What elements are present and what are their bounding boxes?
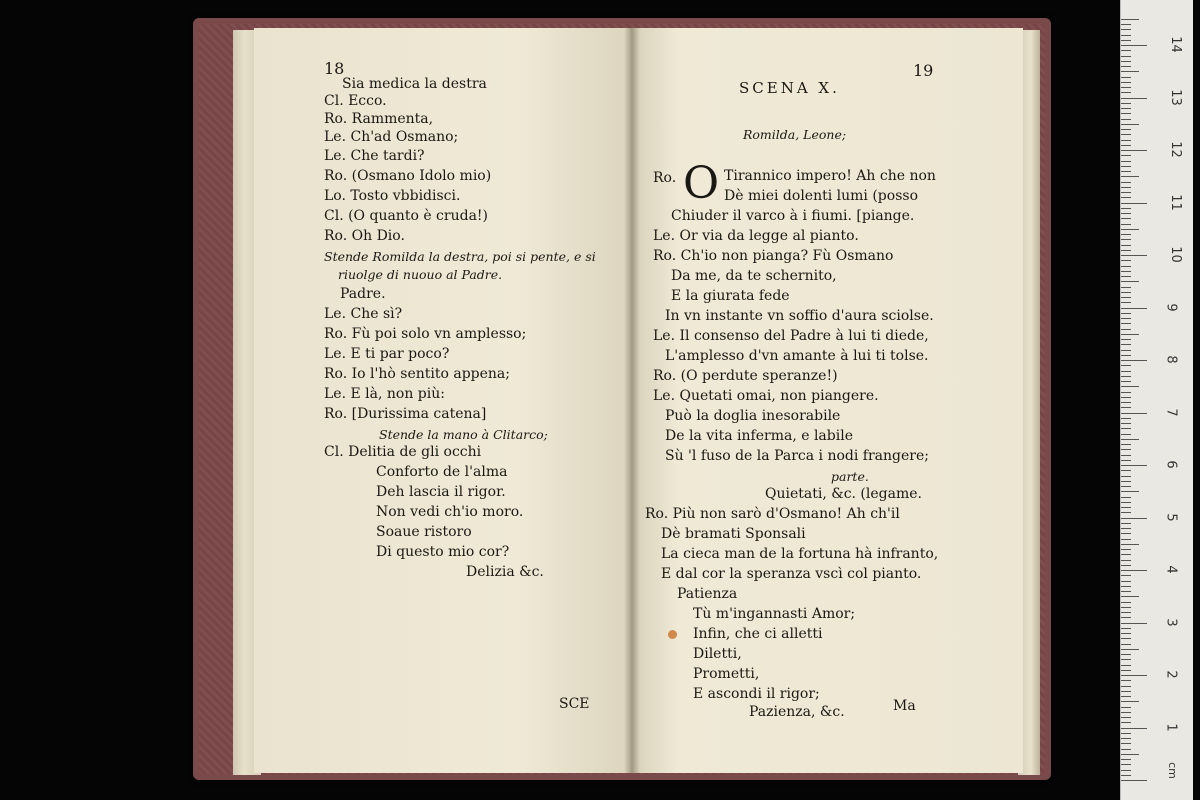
ruler-tick bbox=[1121, 166, 1131, 167]
ruler-tick bbox=[1121, 439, 1139, 440]
ruler-tick bbox=[1121, 612, 1131, 613]
text-line: Quietati, &c. (legame. bbox=[765, 486, 922, 502]
ruler-tick bbox=[1121, 129, 1131, 130]
ruler-tick bbox=[1121, 334, 1139, 335]
text-line: E la giurata fede bbox=[671, 288, 790, 304]
text-line: Le. Or via da legge al pianto. bbox=[653, 228, 859, 244]
ruler-tick bbox=[1121, 549, 1131, 550]
ruler-tick bbox=[1121, 29, 1131, 30]
ruler-tick bbox=[1121, 108, 1131, 109]
ruler-tick bbox=[1121, 145, 1131, 146]
text-line: Non vedi ch'io moro. bbox=[376, 504, 524, 520]
text-line: Le. E ti par poco? bbox=[324, 346, 450, 362]
text-line: Ro. (O perdute speranze!) bbox=[653, 368, 838, 384]
ruler-tick bbox=[1121, 402, 1131, 403]
ruler-tick bbox=[1121, 470, 1131, 471]
text-line: Lo. Tosto vbbidisci. bbox=[324, 188, 461, 204]
text-line: E ascondi il rigor; bbox=[693, 686, 820, 702]
text-line: Dè miei dolenti lumi (posso bbox=[724, 188, 918, 204]
text-line: Diletti, bbox=[693, 646, 742, 662]
ruler-tick bbox=[1121, 707, 1131, 708]
ruler-tick bbox=[1121, 292, 1131, 293]
text-line: Cl. (O quanto è cruda!) bbox=[324, 208, 489, 224]
text-line: Ro. Io l'hò sentito appena; bbox=[324, 366, 510, 382]
ruler-tick bbox=[1121, 633, 1131, 634]
ruler-number: 7 bbox=[1163, 407, 1179, 417]
text-line: In vn instante vn soffio d'aura sciolse. bbox=[665, 308, 934, 324]
text-line: Prometti, bbox=[693, 666, 760, 682]
ruler-tick bbox=[1121, 61, 1131, 62]
text-line: Da me, da te schernito, bbox=[671, 268, 837, 284]
stage-direction: Stende Romilda la destra, poi si pente, e si bbox=[324, 249, 596, 264]
ruler-tick bbox=[1121, 224, 1131, 225]
ruler-tick bbox=[1121, 318, 1131, 319]
ruler-tick bbox=[1121, 554, 1131, 555]
ruler-tick bbox=[1121, 339, 1131, 340]
right-page bbox=[631, 28, 1023, 773]
ruler-tick bbox=[1121, 82, 1131, 83]
ruler-tick bbox=[1121, 35, 1131, 36]
ruler-tick bbox=[1121, 229, 1139, 230]
ruler-tick bbox=[1121, 607, 1131, 608]
text-line: Ro. Ch'io non pianga? Fù Osmano bbox=[653, 248, 894, 264]
ruler-tick bbox=[1121, 628, 1131, 629]
stage-direction: Stende la mano à Clitarco; bbox=[379, 427, 548, 442]
ruler-tick bbox=[1121, 355, 1131, 356]
ruler-tick bbox=[1121, 192, 1131, 193]
ruler-tick bbox=[1121, 187, 1131, 188]
ruler-tick bbox=[1121, 434, 1131, 435]
ruler-tick bbox=[1121, 344, 1131, 345]
ruler-tick bbox=[1121, 465, 1147, 466]
ruler-tick bbox=[1121, 591, 1131, 592]
ruler-tick bbox=[1121, 738, 1131, 739]
ruler-tick bbox=[1121, 512, 1131, 513]
ruler-tick bbox=[1121, 728, 1147, 729]
text-line: Ro. Oh Dio. bbox=[324, 228, 405, 244]
ruler-number: 9 bbox=[1163, 302, 1179, 312]
text-line: Le. Quetati omai, non piangere. bbox=[653, 388, 879, 404]
ruler-tick bbox=[1121, 140, 1131, 141]
ruler-tick bbox=[1121, 308, 1147, 309]
ruler-tick bbox=[1121, 124, 1139, 125]
ruler-tick bbox=[1121, 491, 1139, 492]
text-line: Infin, che ci alletti bbox=[693, 626, 823, 642]
ruler-tick bbox=[1121, 497, 1131, 498]
text-line: Sù 'l fuso de la Parca i nodi frangere; bbox=[665, 448, 929, 464]
ruler-tick bbox=[1121, 560, 1131, 561]
page-number-right: 19 bbox=[913, 61, 934, 80]
ruler-tick bbox=[1121, 638, 1131, 639]
ruler-tick bbox=[1121, 276, 1131, 277]
ruler-tick bbox=[1121, 691, 1131, 692]
ruler-number: 14 bbox=[1167, 36, 1183, 53]
ruler-tick bbox=[1121, 297, 1131, 298]
scene-characters: Romilda, Leone; bbox=[743, 127, 847, 142]
text-line: Sia medica la destra bbox=[342, 76, 487, 92]
ruler-tick bbox=[1121, 476, 1131, 477]
text-line: L'amplesso d'vn amante à lui ti tolse. bbox=[665, 348, 929, 364]
text-line: Ro. Più non sarò d'Osmano! Ah ch'il bbox=[645, 506, 900, 522]
ruler-tick bbox=[1121, 213, 1131, 214]
ink-stain bbox=[668, 630, 677, 639]
ruler-tick bbox=[1121, 418, 1131, 419]
ruler-tick bbox=[1121, 182, 1131, 183]
ruler-tick bbox=[1121, 50, 1131, 51]
ruler-tick bbox=[1121, 523, 1131, 524]
ruler-number: 1 bbox=[1163, 722, 1179, 732]
ruler-number: 5 bbox=[1163, 512, 1179, 522]
text-line: Dè bramati Sponsali bbox=[661, 526, 806, 542]
ruler-tick bbox=[1121, 759, 1131, 760]
ruler-tick bbox=[1121, 134, 1131, 135]
ruler-number: 2 bbox=[1163, 670, 1179, 679]
ruler-tick bbox=[1121, 255, 1147, 256]
ruler-tick bbox=[1121, 407, 1131, 408]
ruler-tick bbox=[1121, 413, 1147, 414]
text-line: Può la doglia inesorabile bbox=[665, 408, 841, 424]
ruler-tick bbox=[1121, 302, 1131, 303]
ruler-unit-label: cm bbox=[1165, 762, 1179, 779]
ruler-tick bbox=[1121, 775, 1131, 776]
ruler-tick bbox=[1121, 266, 1131, 267]
ruler-tick bbox=[1121, 533, 1131, 534]
text-line: Le. E là, non più: bbox=[324, 386, 445, 402]
ruler-tick bbox=[1121, 686, 1131, 687]
text-line: De la vita inferma, e labile bbox=[665, 428, 853, 444]
ruler-tick bbox=[1121, 392, 1131, 393]
ruler-tick bbox=[1121, 596, 1139, 597]
ruler-tick bbox=[1121, 56, 1131, 57]
ruler-tick bbox=[1121, 239, 1131, 240]
ruler-tick bbox=[1121, 717, 1131, 718]
ruler-tick bbox=[1121, 155, 1131, 156]
text-line: Tirannico impero! Ah che non bbox=[724, 168, 936, 184]
ruler-tick bbox=[1121, 581, 1131, 582]
ruler-number: 4 bbox=[1163, 565, 1179, 574]
ruler-tick bbox=[1121, 386, 1139, 387]
ruler-tick bbox=[1121, 234, 1131, 235]
ruler-tick bbox=[1121, 397, 1131, 398]
ruler-tick bbox=[1121, 71, 1139, 72]
book-gutter bbox=[624, 28, 640, 773]
ruler-tick bbox=[1121, 764, 1131, 765]
ruler-tick bbox=[1121, 617, 1131, 618]
text-line: Ro. (Osmano Idolo mio) bbox=[324, 168, 492, 184]
drop-cap: O bbox=[683, 158, 720, 209]
ruler-number: 11 bbox=[1167, 193, 1183, 211]
ruler-tick bbox=[1121, 481, 1131, 482]
ruler-tick bbox=[1121, 365, 1131, 366]
text-line: Tù m'ingannasti Amor; bbox=[693, 606, 856, 622]
text-line: Le. Ch'ad Osmano; bbox=[324, 129, 459, 145]
text-line: Soaue ristoro bbox=[376, 524, 472, 540]
ruler-tick bbox=[1121, 24, 1131, 25]
ruler-tick bbox=[1121, 197, 1131, 198]
stage-direction: parte. bbox=[831, 469, 869, 484]
ruler-tick bbox=[1121, 680, 1131, 681]
text-line: Di questo mio cor? bbox=[376, 544, 510, 560]
ruler-tick bbox=[1121, 623, 1147, 624]
ruler-tick bbox=[1121, 649, 1139, 650]
ruler-tick bbox=[1121, 245, 1131, 246]
ruler-tick bbox=[1121, 665, 1131, 666]
ruler-tick bbox=[1121, 749, 1131, 750]
ruler-tick bbox=[1121, 45, 1147, 46]
text-line: Ro. Rammenta, bbox=[324, 111, 434, 127]
ruler-number: 6 bbox=[1163, 460, 1179, 469]
ruler-tick bbox=[1121, 19, 1139, 20]
text-line: Cl. Delitia de gli occhi bbox=[324, 444, 482, 460]
ruler-tick bbox=[1121, 203, 1147, 204]
ruler-tick bbox=[1121, 460, 1131, 461]
text-line: Chiuder il varco à i fiumi. [piange. bbox=[671, 208, 915, 224]
text-line: Le. Che sì? bbox=[324, 306, 403, 322]
ruler-tick bbox=[1121, 423, 1131, 424]
ruler-tick bbox=[1121, 644, 1131, 645]
ruler-tick bbox=[1121, 371, 1131, 372]
text-line: Ro. bbox=[653, 170, 677, 186]
ruler-tick bbox=[1121, 381, 1131, 382]
text-line: Cl. Ecco. bbox=[324, 93, 387, 109]
text-line: Patienza bbox=[677, 586, 738, 602]
ruler-tick bbox=[1121, 329, 1131, 330]
ruler-tick bbox=[1121, 161, 1131, 162]
ruler-tick bbox=[1121, 176, 1139, 177]
ruler-tick bbox=[1121, 77, 1131, 78]
ruler-tick bbox=[1121, 250, 1131, 251]
ruler-tick bbox=[1121, 575, 1131, 576]
ruler-tick bbox=[1121, 565, 1131, 566]
ruler-tick bbox=[1121, 281, 1139, 282]
ruler-tick bbox=[1121, 323, 1131, 324]
ruler-tick bbox=[1121, 602, 1131, 603]
ruler-tick bbox=[1121, 502, 1131, 503]
text-line: Padre. bbox=[340, 286, 386, 302]
ruler-tick bbox=[1121, 659, 1131, 660]
ruler-number: 8 bbox=[1163, 355, 1179, 364]
ruler-tick bbox=[1121, 428, 1131, 429]
ruler-tick bbox=[1121, 696, 1131, 697]
ruler-number: 10 bbox=[1167, 246, 1183, 263]
left-page bbox=[254, 28, 631, 773]
stage-direction: riuolge di nuouo al Padre. bbox=[338, 267, 503, 282]
catchword-right: Ma bbox=[893, 698, 916, 714]
ruler-tick bbox=[1121, 66, 1131, 67]
ruler-tick bbox=[1121, 313, 1131, 314]
ruler-tick bbox=[1121, 780, 1147, 781]
ruler-tick bbox=[1121, 539, 1131, 540]
ruler-tick bbox=[1121, 528, 1131, 529]
measuring-ruler bbox=[1120, 0, 1193, 800]
text-line: Conforto de l'alma bbox=[376, 464, 508, 480]
ruler-tick bbox=[1121, 701, 1139, 702]
ruler-tick bbox=[1121, 271, 1131, 272]
ruler-tick bbox=[1121, 754, 1139, 755]
ruler-tick bbox=[1121, 449, 1131, 450]
ruler-tick bbox=[1121, 287, 1131, 288]
text-line: Ro. [Durissima catena] bbox=[324, 406, 487, 422]
ruler-tick bbox=[1121, 670, 1131, 671]
ruler-tick bbox=[1121, 208, 1131, 209]
ruler-tick bbox=[1121, 113, 1131, 114]
ruler-tick bbox=[1121, 722, 1131, 723]
ruler-tick bbox=[1121, 40, 1131, 41]
text-line: La cieca man de la fortuna hà infranto, bbox=[661, 546, 939, 562]
ruler-tick bbox=[1121, 103, 1131, 104]
ruler-tick bbox=[1121, 507, 1131, 508]
scene-header: SCENA X. bbox=[739, 79, 840, 97]
text-line: Le. Che tardi? bbox=[324, 148, 425, 164]
ruler-tick bbox=[1121, 360, 1147, 361]
ruler-tick bbox=[1121, 455, 1131, 456]
ruler-tick bbox=[1121, 712, 1131, 713]
text-line: Le. Il consenso del Padre à lui ti diede, bbox=[653, 328, 929, 344]
ruler-tick bbox=[1121, 544, 1139, 545]
ruler-tick bbox=[1121, 570, 1147, 571]
ruler-tick bbox=[1121, 518, 1147, 519]
ruler-tick bbox=[1121, 770, 1131, 771]
page-number-left: 18 bbox=[324, 59, 345, 78]
ruler-number: 3 bbox=[1163, 617, 1179, 627]
ruler-tick bbox=[1121, 87, 1131, 88]
catchword-left: SCE bbox=[559, 696, 590, 712]
ruler-tick bbox=[1121, 376, 1131, 377]
ruler-tick bbox=[1121, 733, 1131, 734]
ruler-tick bbox=[1121, 150, 1147, 151]
text-line: Ro. Fù poi solo vn amplesso; bbox=[324, 326, 527, 342]
ruler-tick bbox=[1121, 98, 1147, 99]
ruler-number: 13 bbox=[1167, 88, 1183, 106]
text-line: Deh lascia il rigor. bbox=[376, 484, 506, 500]
text-line: Delizia &c. bbox=[466, 564, 544, 580]
ruler-tick bbox=[1121, 350, 1131, 351]
ruler-tick bbox=[1121, 119, 1131, 120]
ruler-tick bbox=[1121, 260, 1131, 261]
ruler-tick bbox=[1121, 171, 1131, 172]
ruler-tick bbox=[1121, 654, 1131, 655]
text-line: E dal cor la speranza vscì col pianto. bbox=[661, 566, 922, 582]
ruler-tick bbox=[1121, 444, 1131, 445]
text-line: Pazienza, &c. bbox=[749, 704, 845, 720]
ruler-tick bbox=[1121, 675, 1147, 676]
ruler-tick bbox=[1121, 486, 1131, 487]
ruler-number: 12 bbox=[1167, 141, 1183, 158]
ruler-tick bbox=[1121, 218, 1131, 219]
ruler-tick bbox=[1121, 743, 1131, 744]
ruler-tick bbox=[1121, 586, 1131, 587]
ruler-tick bbox=[1121, 92, 1131, 93]
